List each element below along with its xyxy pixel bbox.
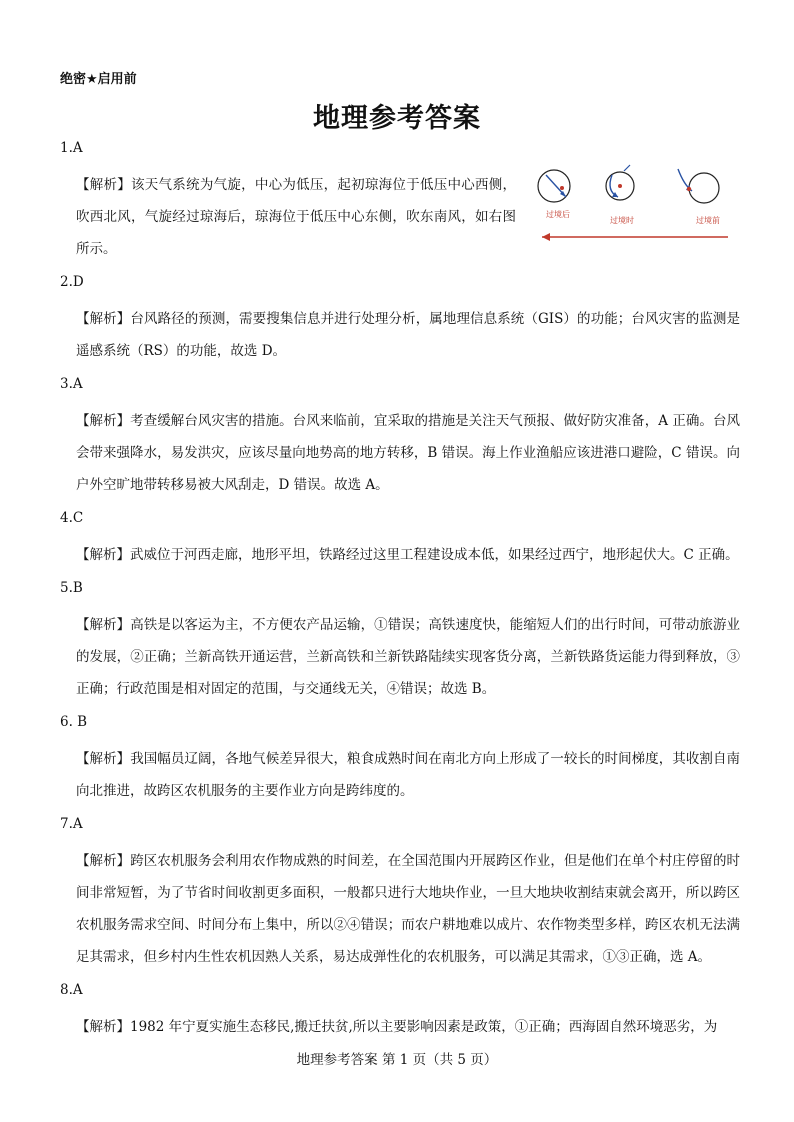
cyclone-circle-before — [689, 173, 719, 203]
answer-explanation-2: 【解析】台风路径的预测，需要搜集信息并进行处理分析，属地理信息系统（GIS）的功能；台风灾害的监测是遥感系统（RS）的功能，故选 D。 — [76, 311, 740, 359]
page-footer: 地理参考答案 第 1 页（共 5 页） — [296, 1052, 498, 1068]
answer-number-1: 1.A — [60, 140, 83, 156]
answer-explanation-5: 【解析】高铁是以客运为主，不方便农产品运输，①错误；高铁速度快，能缩短人们的出行时间，可带动旅游业的发展，②正确；兰新高铁开通运营，兰新高铁和兰新铁路陆续实现客货分离，兰新铁路货运能力得到释放，③正确；行政范围是相对固定的范围，与交通线无关，④错误；故选 B。 — [76, 617, 740, 697]
answer-explanation-6: 【解析】我国幅员辽阔，各地气候差异很大，粮食成熟时间在南北方向上形成了一较长的时间梯度，其收割自南向北推进，故跨区农机服务的主要作业方向是跨纬度的。 — [76, 751, 740, 799]
answer-explanation-3: 【解析】考查缓解台风灾害的措施。台风来临前，宜采取的措施是关注天气预报、做好防灾准备，A 正确。台风会带来强降水，易发洪灾，应该尽量向地势高的地方转移，B 错误。海上作业渔船应该进港口避险，C 错误。向户外空旷地带转移易被大风刮走，D 错误。故选 A。 — [76, 413, 740, 493]
answer-number-3: 3.A — [60, 376, 83, 392]
answer-number-7: 7.A — [60, 816, 83, 832]
answer-explanation-8: 【解析】1982 年宁夏实施生态移民,搬迁扶贫,所以主要影响因素是政策，①正确；西海固自然环境恶劣，为 — [76, 1019, 718, 1035]
answer-number-5: 5.B — [60, 580, 83, 596]
secret-label: 绝密★启用前 — [60, 72, 137, 87]
label-during: 过境时 — [610, 216, 634, 225]
cyclone-circle-after — [538, 170, 570, 202]
answer-explanation-4: 【解析】武威位于河西走廊，地形平坦，铁路经过这里工程建设成本低，如果经过西宁，地形起伏大。C 正确。 — [76, 547, 739, 563]
answer-number-4: 4.C — [60, 510, 84, 526]
page-title: 地理参考答案 — [313, 103, 481, 134]
answer-number-2: 2.D — [60, 274, 84, 290]
cyclone-passage-figure — [532, 161, 742, 251]
answer-explanation-7: 【解析】跨区农机服务会利用农作物成熟的时间差，在全国范围内开展跨区作业，但是他们在单个村庄停留的时间非常短暂，为了节省时间收割更多面积，一般都只进行大地块作业，一旦大地块收割结束就会离开，所以跨区农机服务需求空间、时间分布上集中，所以②④错误；而农户耕地难以成片、农作物类型多样，跨区农机无法满足其需求，但乡村内生性农机因熟人关系，易达成弹性化的农机服务，可以满足其需求，①③正确，选 A。 — [76, 853, 740, 965]
answer-1-block — [60, 169, 740, 265]
label-after: 过境后 — [546, 210, 570, 219]
answer-number-8: 8.A — [60, 982, 83, 998]
answer-number-6: 6. B — [60, 714, 88, 730]
answer-explanation-1: 【解析】该天气系统为气旋，中心为低压，起初琼海位于低压中心西侧，吹西北风，气旋经过琼海后，琼海位于低压中心东侧，吹东南风，如右图所示。 — [76, 177, 516, 257]
answer-list — [60, 138, 740, 1050]
label-before: 过境前 — [696, 216, 720, 225]
